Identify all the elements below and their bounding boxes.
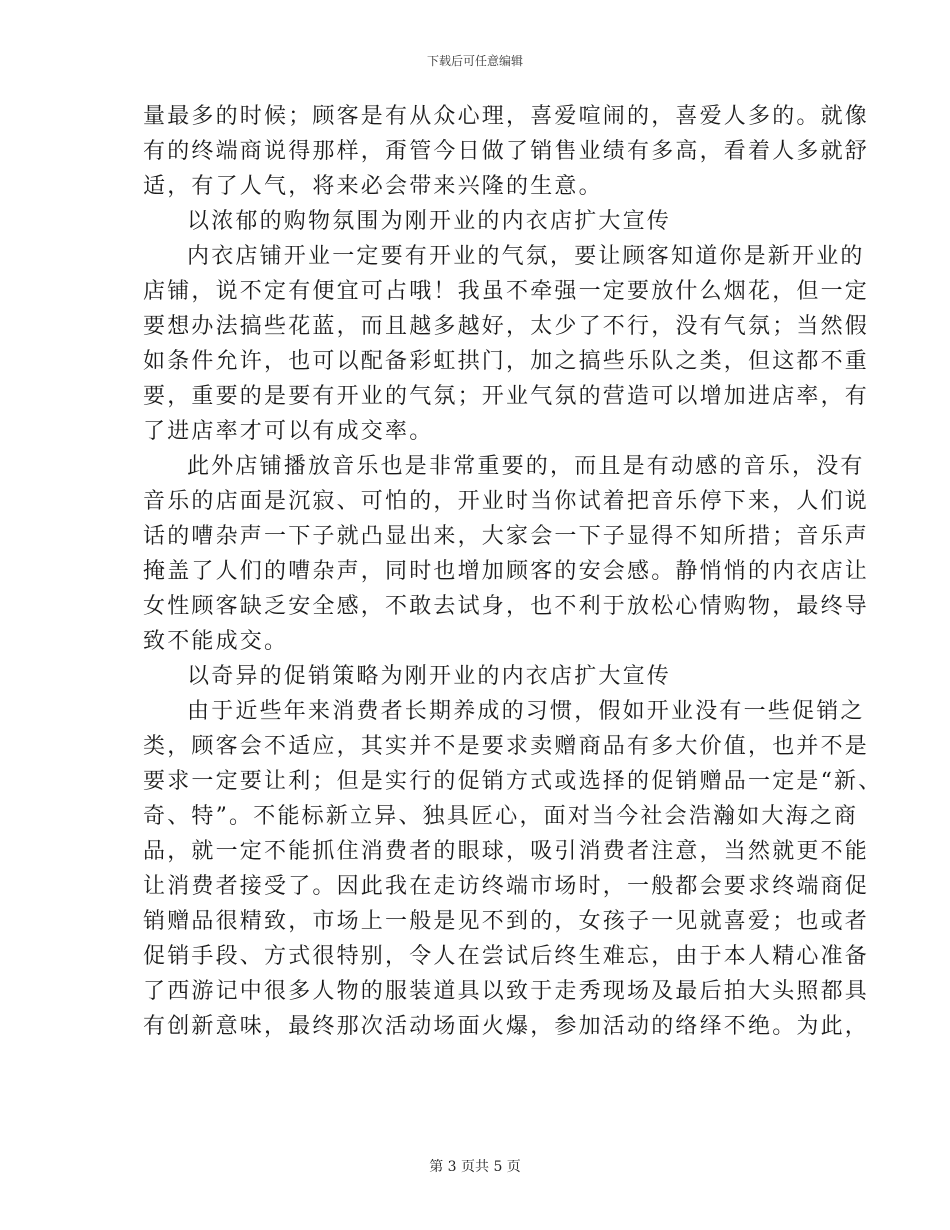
text-line: 致不能成交。 <box>143 629 289 654</box>
text-line: 有的终端商说得那样，甭管今日做了销售业绩有多高，看着人多就舒 <box>143 139 870 164</box>
text-line: 如条件允许，也可以配备彩虹拱门，加之搞些乐队之类，但这都不重 <box>143 349 870 374</box>
text-line: 要求一定要让利；但是实行的促销方式或选择的促销赠品一定是“新、 <box>143 769 883 794</box>
text-line: 要想办法搞些花蓝，而且越多越好，太少了不行，没有气氛；当然假 <box>143 314 870 339</box>
page-header: 下载后可任意编辑 <box>426 54 523 68</box>
text-line: 女性顾客缺乏安全感，不敢去试身，也不利于放松心情购物，最终导 <box>143 594 870 619</box>
text-line: 量最多的时候；顾客是有从众心理，喜爱喧闹的，喜爱人多的。就像 <box>143 104 870 129</box>
text-line: 有创新意味，最终那次活动场面火爆，参加活动的络绎不绝。为此， <box>143 1014 870 1039</box>
text-line: 适，有了人气，将来必会带来兴隆的生意。 <box>143 174 603 199</box>
text-line: 此外店铺播放音乐也是非常重要的，而且是有动感的音乐，没有 <box>187 454 865 479</box>
text-line: 音乐的店面是沉寂、可怕的，开业时当你试着把音乐停下来，人们说 <box>143 489 870 514</box>
text-line: 品，就一定不能抓住消费者的眼球，吸引消费者注意，当然就更不能 <box>143 839 870 864</box>
text-line: 店铺，说不定有便宜可占哦！我虽不牵强一定要放什么烟花，但一定 <box>143 279 870 304</box>
text-line: 类，顾客会不适应，其实并不是要求卖赠商品有多大价值，也并不是 <box>143 734 870 759</box>
text-line: 话的嘈杂声一下子就凸显出来，大家会一下子显得不知所措；音乐声 <box>143 524 870 549</box>
body-text <box>143 99 883 1044</box>
section-heading: 以浓郁的购物氛围为刚开业的内衣店扩大宣传 <box>187 209 672 234</box>
text-line: 销赠品很精致，市场上一般是见不到的，女孩子一见就喜爱；也或者 <box>143 909 870 934</box>
text-line: 促销手段、方式很特别，令人在尝试后终生难忘，由于本人精心准备 <box>143 944 870 969</box>
text-line: 奇、特”。不能标新立异、独具匠心，面对当今社会浩瀚如大海之商 <box>143 804 859 829</box>
text-line: 了西游记中很多人物的服装道具以致于走秀现场及最后拍大头照都具 <box>143 979 870 1004</box>
page-number: 第 3 页共 5 页 <box>429 1159 521 1175</box>
text-line: 了进店率才可以有成交率。 <box>143 419 434 444</box>
section-heading: 以奇异的促销策略为刚开业的内衣店扩大宣传 <box>187 664 672 689</box>
text-line: 掩盖了人们的嘈杂声，同时也增加顾客的安会感。静悄悄的内衣店让 <box>143 559 870 584</box>
text-line: 内衣店铺开业一定要有开业的气氛，要让顾客知道你是新开业的 <box>187 244 865 269</box>
text-line: 要，重要的是要有开业的气氛；开业气氛的营造可以增加进店率，有 <box>143 384 870 409</box>
text-line: 让消费者接受了。因此我在走访终端市场时，一般都会要求终端商促 <box>143 874 870 899</box>
text-line: 由于近些年来消费者长期养成的习惯，假如开业没有一些促销之 <box>187 699 865 724</box>
